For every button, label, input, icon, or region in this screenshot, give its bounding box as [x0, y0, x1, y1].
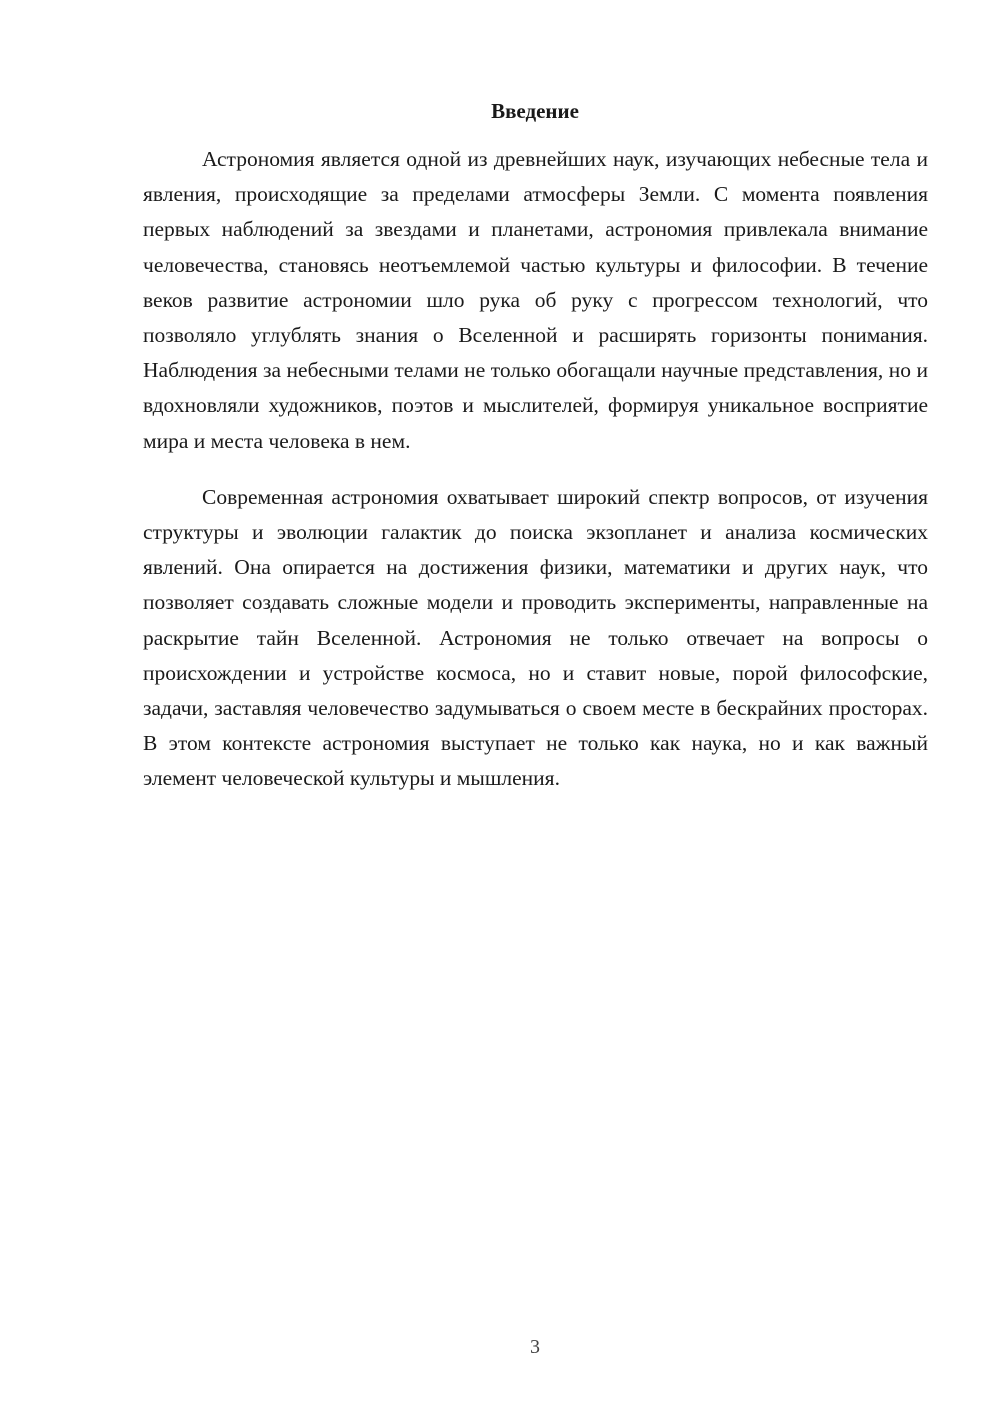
paragraph-intro: Астрономия является одной из древнейших наук, изучающих небесные тела и явления, происходящие за пределами атмосферы Земли. С момента появления первых наблюдений за звездами и планетами, астрономия привлекала внимание человечества, становясь неотъемлемой частью культуры и философии. В течение веков развитие астрономии шло рука об руку с прогрессом технологий, что позволяло углублять знания о Вселенной и расширять горизонты понимания. Наблюдения за небесными телами не только обогащали научные представления, но и вдохновляли художников, поэтов и мыслителей, формируя уникальное восприятие мира и места человека в нем.	[143, 147, 928, 453]
page-number: 3	[530, 1336, 540, 1358]
body-text	[143, 142, 928, 797]
section-heading: Введение	[491, 99, 579, 123]
paragraph-modern-astronomy: Современная астрономия охватывает широкий спектр вопросов, от изучения структуры и эволюции галактик до поиска экзопланет и анализа космических явлений. Она опирается на достижения физики, математики и других наук, что позволяет создавать сложные модели и проводить эксперименты, направленные на раскрытие тайн Вселенной. Астрономия не только отвечает на вопросы о происхождении и устройстве космоса, но и ставит новые, порой философские, задачи, заставляя человечество задумываться о своем месте в бескрайних просторах. В этом контексте астрономия выступает не только как наука, но и как важный элемент человеческой культуры и мышления.	[143, 484, 928, 791]
